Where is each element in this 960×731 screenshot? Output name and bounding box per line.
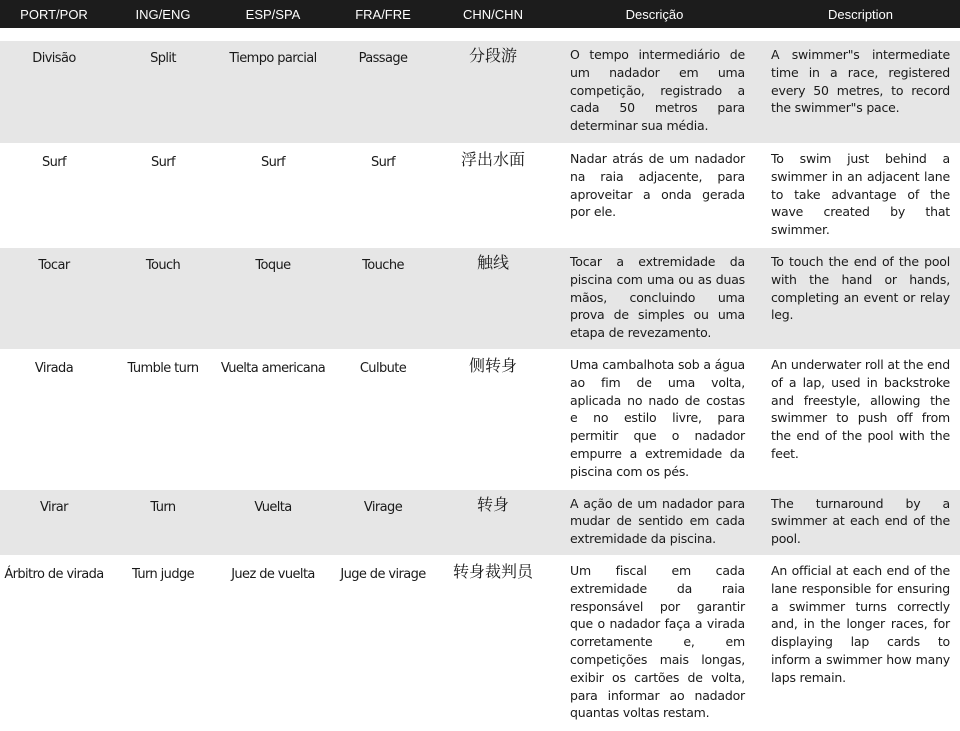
description-en [761,489,960,556]
term-por: Tocar [0,247,108,350]
term-spa: Vuelta americana [218,350,328,489]
table-row [0,144,960,247]
term-por: Virada [0,350,108,489]
description-pt-text: Uma cambalhota sob a água ao fim de uma volta, aplicada no nado de costas e no estilo livre, para permitir que o nadador empurre a extremidade da piscina com os pés. [570,357,745,479]
header-spa: ESP/SPA [218,0,328,28]
term-fre: Touche [328,247,438,350]
term-chn: 转身 [438,489,548,556]
description-pt-text: Nadar atrás de um nadador na raia adjacente, para aproveitar a onda gerada por ele. [570,151,745,220]
term-eng: Touch [108,247,218,350]
description-pt [548,144,761,247]
table-row [0,350,960,489]
description-pt [548,556,761,730]
term-eng: Turn [108,489,218,556]
description-pt-text: Um fiscal em cada extremidade da raia responsável por garantir que o nadador faça a virada corretamente e, em competições mais longas, exibir os cartões de volta, para informar ao nadador quantas voltas restam. [570,562,745,721]
term-fre: Surf [328,144,438,247]
header-spacer [0,28,960,40]
description-pt [548,350,761,489]
header-row [0,0,960,28]
description-en [761,144,960,247]
term-fre: Culbute [328,350,438,489]
term-spa: Tiempo parcial [218,40,328,144]
term-chn: 侧转身 [438,350,548,489]
description-pt [548,40,761,144]
term-fre: Virage [328,489,438,556]
header-por: PORT/POR [0,0,108,28]
description-pt-text: A ação de um nadador para mudar de sentido em cada extremidade da piscina. [570,495,745,547]
term-spa: Surf [218,144,328,247]
description-en-text: To swim just behind a swimmer in an adjacent lane to take advantage of the wave created by that swimmer. [771,151,950,238]
term-spa: Toque [218,247,328,350]
table-header [0,0,960,28]
term-eng: Split [108,40,218,144]
header-desc-pt: Descrição [548,0,761,28]
term-chn: 转身裁判员 [438,556,548,730]
header-fre: FRA/FRE [328,0,438,28]
description-en-text: To touch the end of the pool with the hand or hands, completing an event or relay leg. [771,254,950,323]
term-chn: 分段游 [438,40,548,144]
description-en-text: An underwater roll at the end of a lap, used in backstroke and freestyle, allowing the swimmer to push off from the end of the pool with the feet. [771,357,950,461]
table-body [0,28,960,730]
term-chn: 浮出水面 [438,144,548,247]
header-chn: CHN/CHN [438,0,548,28]
term-por: Árbitro de virada [0,556,108,730]
term-por: Surf [0,144,108,247]
table-row [0,489,960,556]
term-eng: Turn judge [108,556,218,730]
description-en-text: A swimmer"s intermediate time in a race, registered every 50 metres, to record the swimmer"s pace. [771,47,950,116]
description-en [761,40,960,144]
table-row [0,247,960,350]
description-en-text: The turnaround by a swimmer at each end of the pool. [771,495,950,547]
description-en [761,556,960,730]
table-row [0,556,960,730]
header-eng: ING/ENG [108,0,218,28]
term-chn: 触线 [438,247,548,350]
term-eng: Surf [108,144,218,247]
term-fre: Passage [328,40,438,144]
description-pt-text: Tocar a extremidade da piscina com uma ou as duas mãos, concluindo uma prova de simples ou uma etapa de revezamento. [570,254,745,341]
term-por: Divisão [0,40,108,144]
description-en-text: An official at each end of the lane responsible for ensuring a swimmer turns correctly and, in the longer races, for displaying lap cards to inform a swimmer how many laps remain. [771,562,950,685]
term-eng: Tumble turn [108,350,218,489]
description-pt-text: O tempo intermediário de um nadador em uma competição, registrado a cada 50 metros para determinar sua média. [570,47,745,134]
term-spa: Juez de vuelta [218,556,328,730]
term-spa: Vuelta [218,489,328,556]
description-pt [548,247,761,350]
description-en [761,350,960,489]
table-row [0,40,960,144]
term-fre: Juge de virage [328,556,438,730]
header-desc-en: Description [761,0,960,28]
description-en [761,247,960,350]
description-pt [548,489,761,556]
term-por: Virar [0,489,108,556]
